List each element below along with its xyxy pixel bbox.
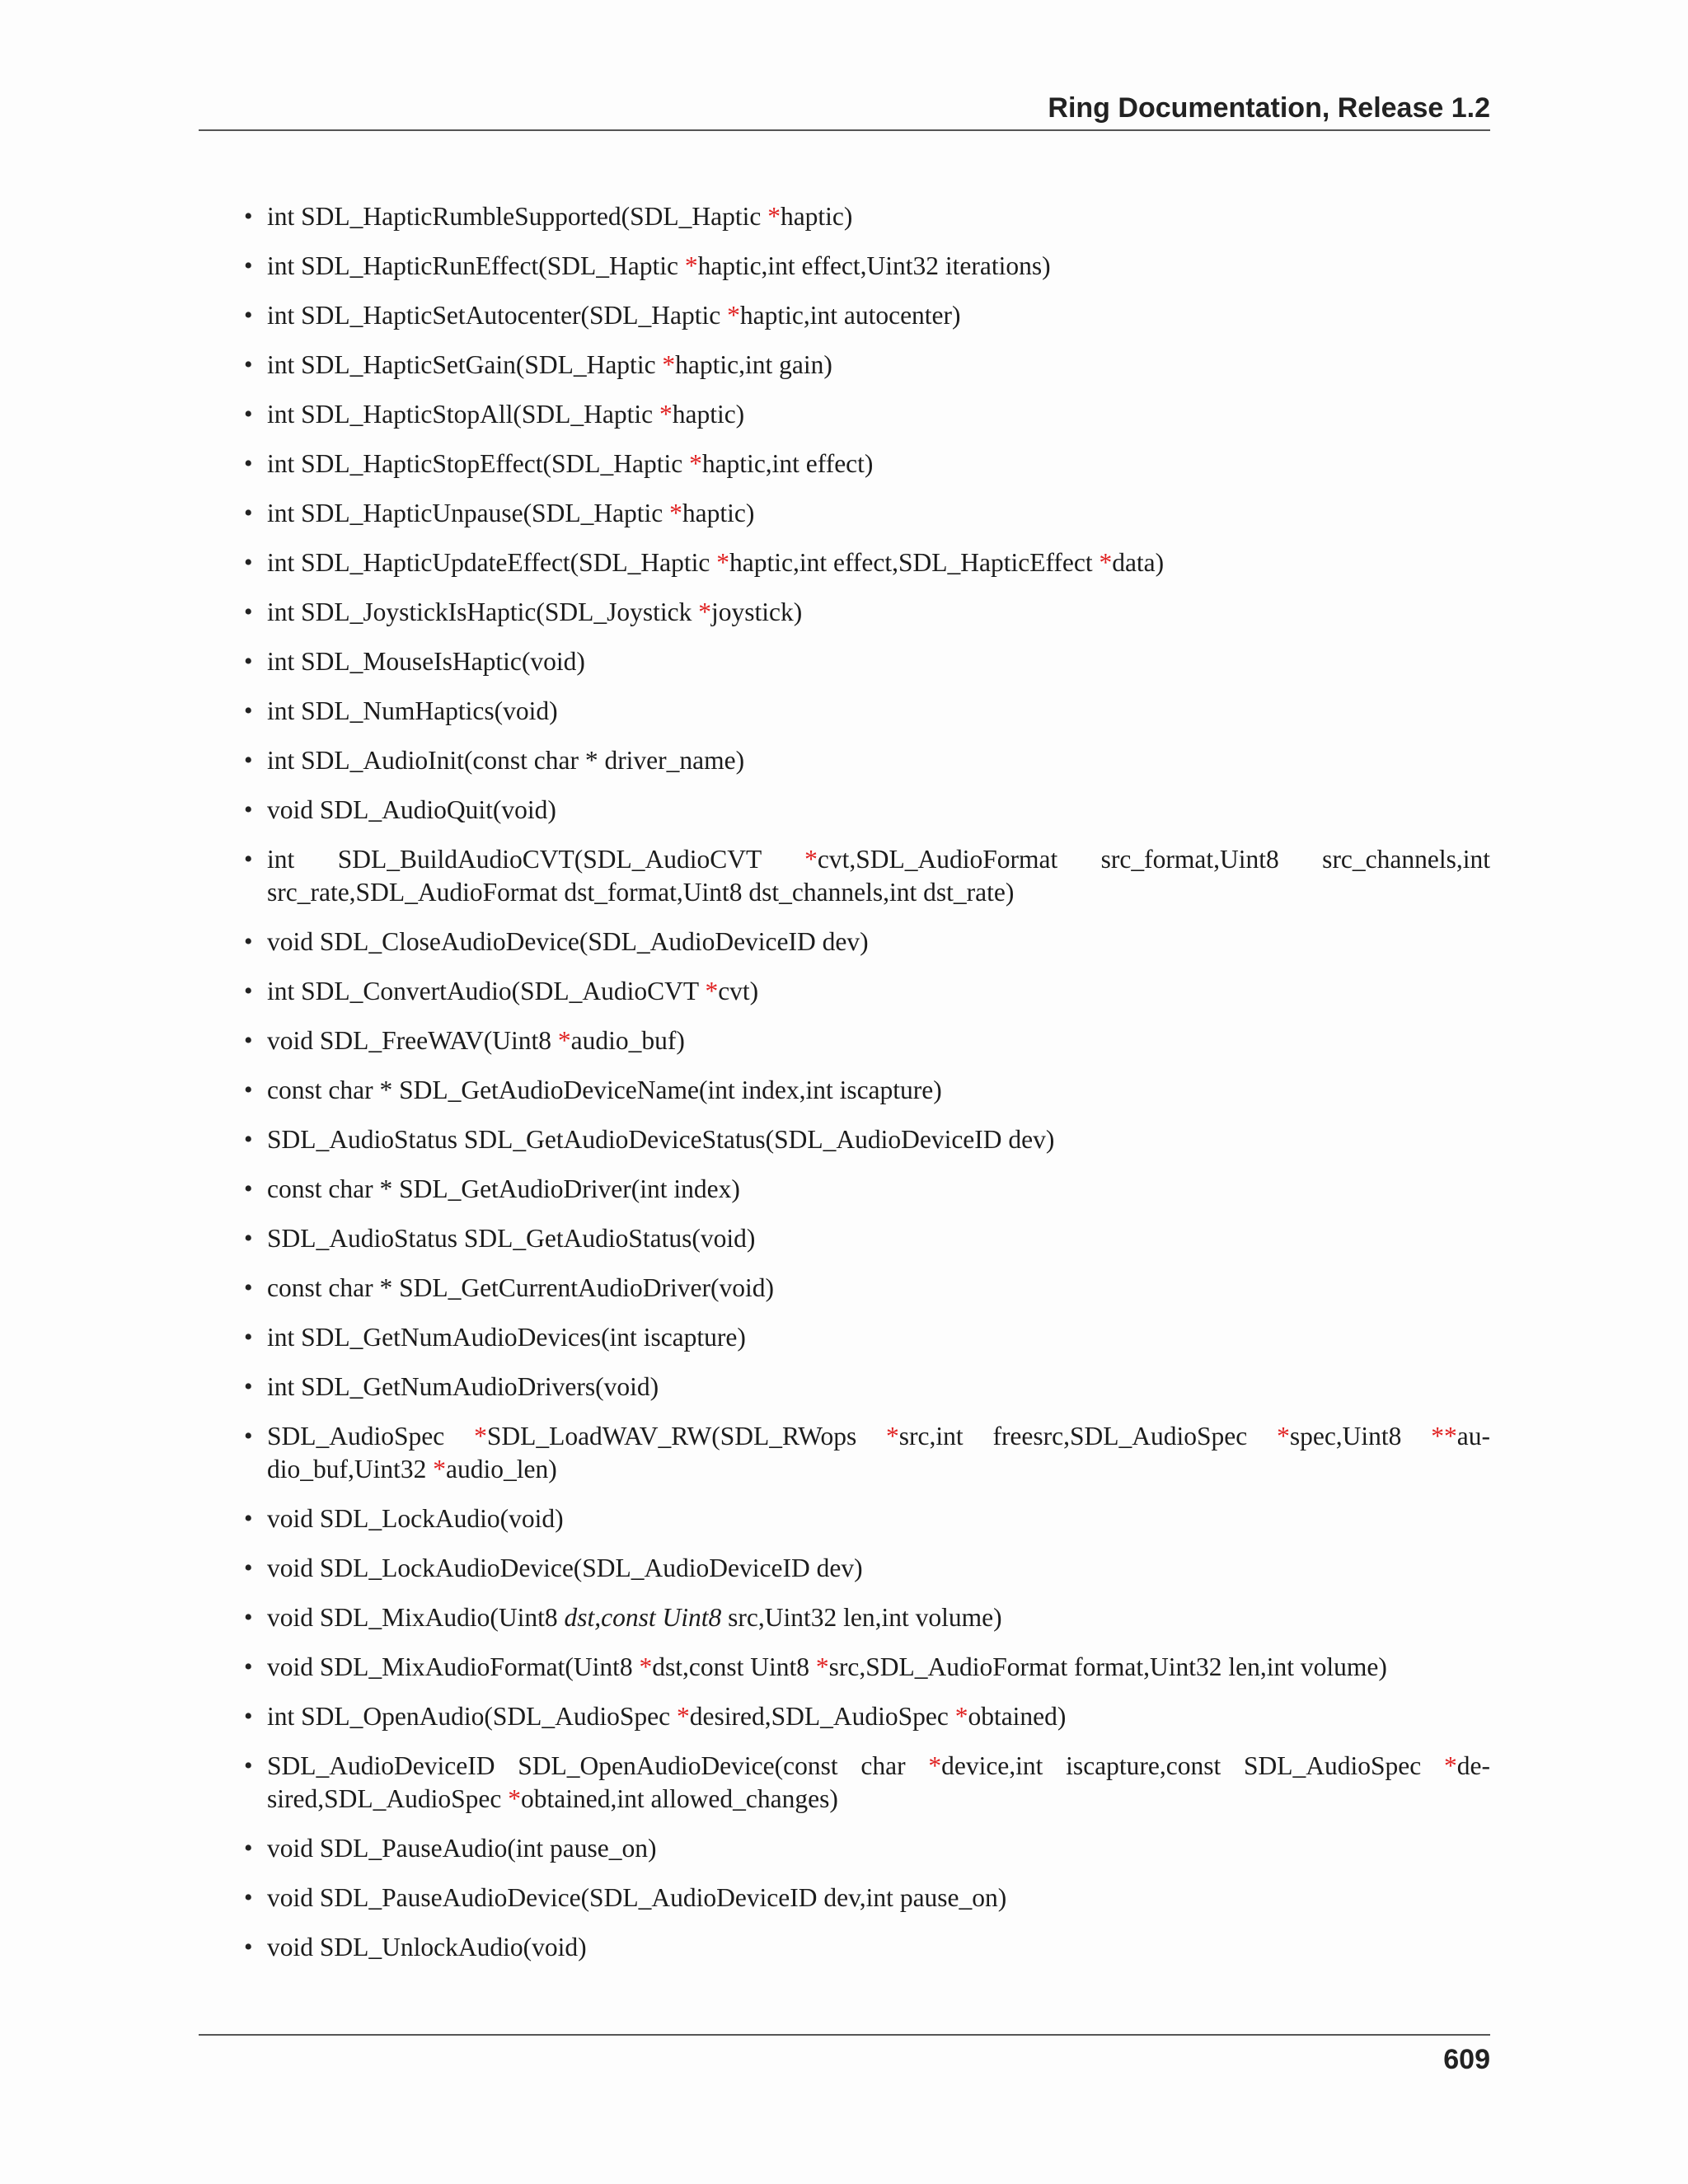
pointer-star: * bbox=[433, 1455, 446, 1483]
list-item bbox=[244, 1750, 1490, 1816]
list-item bbox=[244, 975, 1490, 1008]
signature-text: SDL_LoadWAV_RW(SDL_RWops bbox=[486, 1422, 887, 1451]
signature-text: SDL_AudioDeviceID SDL_OpenAudioDevice(const char bbox=[267, 1751, 929, 1780]
bullet-icon: • bbox=[244, 401, 253, 428]
pointer-star: * bbox=[886, 1422, 899, 1451]
pointer-star: * bbox=[659, 400, 673, 429]
list-item bbox=[244, 843, 1490, 909]
signature-text: device,int iscapture,const SDL_AudioSpec bbox=[941, 1751, 1445, 1780]
signature-text: de-sired,SDL_AudioSpec bbox=[267, 1751, 1490, 1813]
footer-divider bbox=[199, 2034, 1490, 2036]
signature-text: audio_buf) bbox=[570, 1026, 685, 1055]
signature-text: int SDL_HapticUnpause(SDL_Haptic bbox=[267, 499, 670, 527]
pointer-star: * bbox=[689, 449, 702, 478]
signature-text: int SDL_JoystickIsHaptic(SDL_Joystick bbox=[267, 598, 699, 626]
signature-text: SDL_AudioSpec bbox=[267, 1422, 475, 1451]
bullet-icon: • bbox=[244, 598, 253, 626]
pointer-star: * bbox=[474, 1422, 487, 1451]
signature-text: obtained,int allowed_changes) bbox=[520, 1784, 838, 1813]
list-item bbox=[244, 1601, 1490, 1634]
signature-text: src,int freesrc,SDL_AudioSpec bbox=[898, 1422, 1278, 1451]
function-list bbox=[0, 200, 1688, 1980]
pointer-star: * bbox=[508, 1784, 521, 1813]
signature-text: int SDL_BuildAudioCVT(SDL_AudioCVT bbox=[267, 845, 805, 874]
signature-text: audio_len) bbox=[446, 1455, 557, 1483]
bullet-icon: • bbox=[244, 499, 253, 527]
pointer-star: * bbox=[804, 845, 818, 874]
bullet-icon: • bbox=[244, 203, 253, 230]
signature-text: const char * SDL_GetAudioDeviceName(int index,int iscapture) bbox=[267, 1076, 942, 1104]
signature-text: haptic) bbox=[682, 499, 755, 527]
bullet-icon: • bbox=[244, 648, 253, 675]
signature-text: data) bbox=[1112, 548, 1165, 577]
italic-text: dst,const Uint8 bbox=[564, 1603, 722, 1632]
signature-text: int SDL_HapticRumbleSupported(SDL_Haptic bbox=[267, 202, 768, 231]
bullet-icon: • bbox=[244, 549, 253, 576]
bullet-icon: • bbox=[244, 1933, 253, 1961]
list-item bbox=[244, 744, 1490, 777]
signature-text: int SDL_HapticSetGain(SDL_Haptic bbox=[267, 350, 663, 379]
signature-text: obtained) bbox=[968, 1702, 1067, 1731]
signature-text: void SDL_PauseAudio(int pause_on) bbox=[267, 1834, 657, 1863]
list-item bbox=[244, 497, 1490, 530]
list-item bbox=[244, 1502, 1490, 1535]
bullet-icon: • bbox=[244, 1752, 253, 1779]
bullet-icon: • bbox=[244, 1027, 253, 1054]
signature-text: SDL_AudioStatus SDL_GetAudioStatus(void) bbox=[267, 1224, 756, 1253]
list-item bbox=[244, 1552, 1490, 1585]
bullet-icon: • bbox=[244, 1505, 253, 1532]
signature-text: int SDL_NumHaptics(void) bbox=[267, 696, 558, 725]
signature-text: void SDL_MixAudioFormat(Uint8 bbox=[267, 1652, 640, 1681]
pointer-star: * bbox=[676, 1702, 690, 1731]
signature-text: au-dio_buf,Uint32 bbox=[267, 1422, 1490, 1483]
pointer-star: * bbox=[727, 301, 740, 330]
list-item bbox=[244, 1272, 1490, 1305]
list-item bbox=[244, 546, 1490, 579]
pointer-star: ** bbox=[1431, 1422, 1457, 1451]
signature-text: cvt,SDL_AudioFormat src_format,Uint8 src_channels,int src_rate,SDL_AudioFormat dst_format,Uint8 dst_channels,int dst_rate) bbox=[267, 845, 1490, 907]
bullet-icon: • bbox=[244, 1175, 253, 1202]
pointer-star: * bbox=[1099, 548, 1113, 577]
list-item bbox=[244, 299, 1490, 332]
page-number: 609 bbox=[1443, 2044, 1490, 2075]
list-item bbox=[244, 250, 1490, 283]
list-item bbox=[244, 398, 1490, 431]
signature-text: haptic) bbox=[672, 400, 745, 429]
bullet-icon: • bbox=[244, 1554, 253, 1582]
bullet-icon: • bbox=[244, 747, 253, 774]
list-item bbox=[244, 1321, 1490, 1354]
page-header-title: Ring Documentation, Release 1.2 bbox=[1048, 92, 1490, 124]
signature-text: int SDL_GetNumAudioDevices(int iscapture) bbox=[267, 1323, 746, 1352]
bullet-icon: • bbox=[244, 1835, 253, 1862]
pointer-star: * bbox=[716, 548, 730, 577]
signature-text: dst,const Uint8 bbox=[652, 1652, 816, 1681]
list-item bbox=[244, 695, 1490, 728]
pointer-star: * bbox=[767, 202, 781, 231]
pointer-star: * bbox=[1444, 1751, 1457, 1780]
list-item bbox=[244, 794, 1490, 827]
signature-text: void SDL_LockAudio(void) bbox=[267, 1504, 564, 1533]
bullet-icon: • bbox=[244, 1703, 253, 1730]
signature-text: int SDL_ConvertAudio(SDL_AudioCVT bbox=[267, 977, 706, 1005]
list-item bbox=[244, 1882, 1490, 1915]
signature-text: int SDL_HapticRunEffect(SDL_Haptic bbox=[267, 251, 685, 280]
list-item bbox=[244, 1173, 1490, 1206]
list-item bbox=[244, 448, 1490, 480]
signature-text: int SDL_HapticStopAll(SDL_Haptic bbox=[267, 400, 659, 429]
signature-text: haptic,int effect) bbox=[701, 449, 874, 478]
pointer-star: * bbox=[557, 1026, 571, 1055]
signature-text: int SDL_HapticSetAutocenter(SDL_Haptic bbox=[267, 301, 728, 330]
signature-text: cvt) bbox=[718, 977, 759, 1005]
bullet-icon: • bbox=[244, 1225, 253, 1252]
list-item bbox=[244, 1371, 1490, 1404]
pointer-star: * bbox=[954, 1702, 968, 1731]
list-item bbox=[244, 1123, 1490, 1156]
bullet-icon: • bbox=[244, 1604, 253, 1631]
list-item bbox=[244, 1931, 1490, 1964]
pointer-star: * bbox=[705, 977, 719, 1005]
pointer-star: * bbox=[669, 499, 682, 527]
pointer-star: * bbox=[662, 350, 676, 379]
signature-text: SDL_AudioStatus SDL_GetAudioDeviceStatus(SDL_AudioDeviceID dev) bbox=[267, 1125, 1055, 1154]
signature-text: src,Uint32 len,int volume) bbox=[721, 1603, 1002, 1632]
signature-text: spec,Uint8 bbox=[1289, 1422, 1432, 1451]
signature-text: void SDL_LockAudioDevice(SDL_AudioDeviceID dev) bbox=[267, 1554, 863, 1582]
list-item bbox=[244, 1222, 1490, 1255]
signature-text: haptic,int effect,SDL_HapticEffect bbox=[729, 548, 1100, 577]
bullet-icon: • bbox=[244, 1126, 253, 1153]
list-item bbox=[244, 1024, 1490, 1057]
signature-text: int SDL_OpenAudio(SDL_AudioSpec bbox=[267, 1702, 677, 1731]
signature-text: src,SDL_AudioFormat format,Uint32 len,int volume) bbox=[828, 1652, 1387, 1681]
bullet-icon: • bbox=[244, 1373, 253, 1400]
pointer-star: * bbox=[684, 251, 698, 280]
signature-text: void SDL_UnlockAudio(void) bbox=[267, 1933, 587, 1961]
signature-text: joystick) bbox=[710, 598, 803, 626]
pointer-star: * bbox=[639, 1652, 653, 1681]
list-item bbox=[244, 200, 1490, 233]
list-item bbox=[244, 1420, 1490, 1486]
signature-text: void SDL_MixAudio(Uint8 bbox=[267, 1603, 565, 1632]
signature-text: haptic) bbox=[780, 202, 853, 231]
signature-text: const char * SDL_GetCurrentAudioDriver(void) bbox=[267, 1273, 774, 1302]
signature-text: haptic,int gain) bbox=[675, 350, 832, 379]
signature-text: int SDL_GetNumAudioDrivers(void) bbox=[267, 1372, 659, 1401]
bullet-icon: • bbox=[244, 1274, 253, 1301]
header-divider bbox=[199, 129, 1490, 131]
bullet-icon: • bbox=[244, 1076, 253, 1104]
pointer-star: * bbox=[928, 1751, 942, 1780]
bullet-icon: • bbox=[244, 351, 253, 378]
signature-text: int SDL_HapticStopEffect(SDL_Haptic bbox=[267, 449, 690, 478]
pointer-star: * bbox=[1277, 1422, 1290, 1451]
bullet-icon: • bbox=[244, 450, 253, 477]
signature-text: haptic,int effect,Uint32 iterations) bbox=[697, 251, 1051, 280]
bullet-icon: • bbox=[244, 697, 253, 724]
list-item bbox=[244, 596, 1490, 629]
bullet-icon: • bbox=[244, 252, 253, 279]
signature-text: int SDL_AudioInit(const char * driver_name) bbox=[267, 746, 745, 775]
list-item bbox=[244, 349, 1490, 382]
bullet-icon: • bbox=[244, 302, 253, 329]
signature-text: void SDL_FreeWAV(Uint8 bbox=[267, 1026, 558, 1055]
signature-text: void SDL_PauseAudioDevice(SDL_AudioDeviceID dev,int pause_on) bbox=[267, 1883, 1007, 1912]
bullet-icon: • bbox=[244, 1884, 253, 1911]
signature-text: int SDL_HapticUpdateEffect(SDL_Haptic bbox=[267, 548, 717, 577]
bullet-icon: • bbox=[244, 928, 253, 955]
list-item bbox=[244, 1832, 1490, 1865]
list-item bbox=[244, 1651, 1490, 1684]
bullet-icon: • bbox=[244, 846, 253, 873]
bullet-icon: • bbox=[244, 1653, 253, 1680]
pointer-star: * bbox=[815, 1652, 829, 1681]
list-item bbox=[244, 926, 1490, 958]
signature-text: desired,SDL_AudioSpec bbox=[689, 1702, 955, 1731]
bullet-icon: • bbox=[244, 1324, 253, 1351]
signature-text: void SDL_CloseAudioDevice(SDL_AudioDeviceID dev) bbox=[267, 927, 869, 956]
list-item bbox=[244, 1074, 1490, 1107]
signature-text: const char * SDL_GetAudioDriver(int index) bbox=[267, 1174, 740, 1203]
bullet-icon: • bbox=[244, 977, 253, 1005]
bullet-icon: • bbox=[244, 1422, 253, 1450]
signature-text: int SDL_MouseIsHaptic(void) bbox=[267, 647, 585, 676]
signature-text: void SDL_AudioQuit(void) bbox=[267, 795, 556, 824]
list-item bbox=[244, 645, 1490, 678]
list-item bbox=[244, 1700, 1490, 1733]
pointer-star: * bbox=[698, 598, 711, 626]
bullet-icon: • bbox=[244, 796, 253, 823]
signature-text: haptic,int autocenter) bbox=[739, 301, 961, 330]
